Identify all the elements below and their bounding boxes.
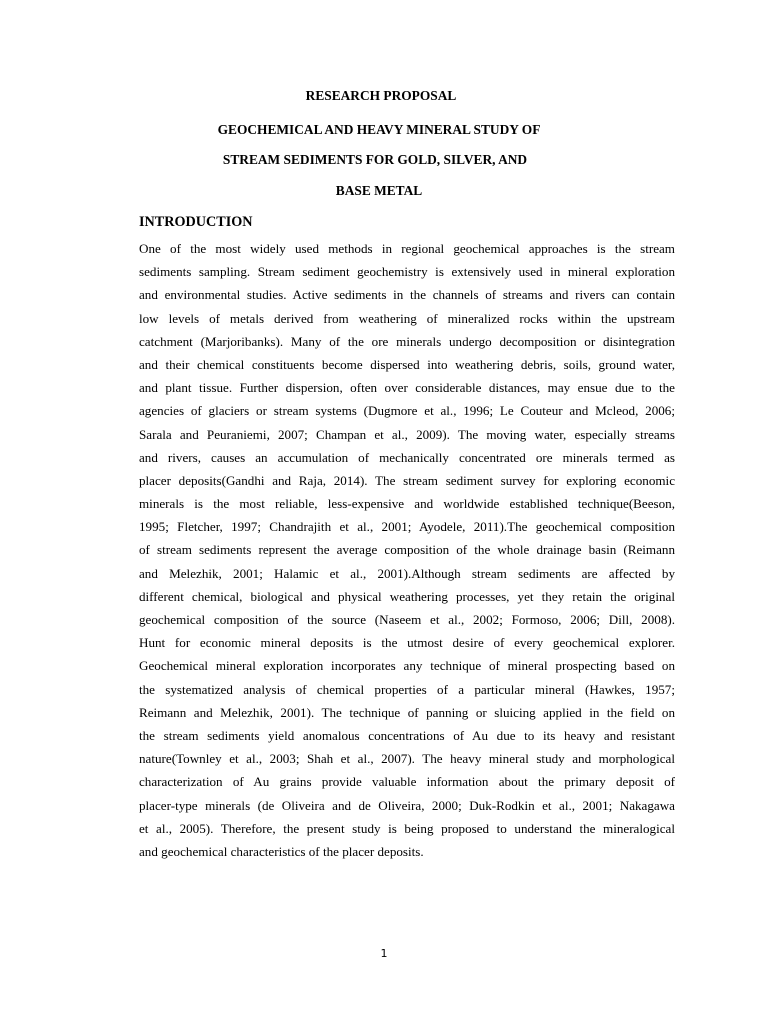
paragraph-line: and environmental studies. Active sediments in the channels of streams and rivers can contain — [139, 287, 675, 303]
paragraph-line: placer deposits(Gandhi and Raja, 2014). The stream sediment survey for exploring economic — [139, 472, 675, 488]
paragraph-line: Hunt for economic mineral deposits is the utmost desire of every geochemical explorer. — [139, 635, 675, 651]
paragraph-line: and geochemical characteristics of the placer deposits. — [139, 843, 424, 859]
paragraph-line: and rivers, causes an accumulation of mechanically concentrated ore minerals termed as — [139, 449, 675, 465]
paragraph-line: and their chemical constituents become dispersed into weathering debris, soils, ground water, — [139, 356, 675, 372]
paragraph-line: placer-type minerals (de Oliveira and de Oliveira, 2000; Duk-Rodkin et al., 2001; Nakagawa — [139, 797, 675, 813]
paragraph-line: characterization of Au grains provide valuable information about the primary deposit of — [139, 774, 675, 790]
paragraph-line: of stream sediments represent the average composition of the whole drainage basin (Reimann — [139, 542, 675, 558]
paragraph-line: et al., 2005). Therefore, the present study is being proposed to understand the mineralogical — [139, 820, 675, 836]
paragraph-line: Geochemical mineral exploration incorporates any technique of mineral prospecting based on — [139, 658, 675, 674]
section-heading-introduction: INTRODUCTION — [139, 214, 253, 230]
paragraph-line: and Melezhik, 2001; Halamic et al., 2001).Although stream sediments are affected by — [139, 565, 675, 581]
paragraph-line: 1995; Fletcher, 1997; Chandrajith et al., 2001; Ayodele, 2011).The geochemical composition — [139, 519, 675, 535]
paragraph-line: Sarala and Peuraniemi, 2007; Champan et al., 2009). The moving water, especially streams — [139, 426, 675, 442]
paragraph-line: the stream sediments yield anomalous concentrations of Au due to its heavy and resistant — [139, 727, 675, 743]
document-type-heading: RESEARCH PROPOSAL — [305, 88, 457, 103]
paragraph-line: the systematized analysis of chemical properties of a particular mineral (Hawkes, 1957; — [139, 681, 675, 697]
paragraph-line: One of the most widely used methods in regional geochemical approaches is the stream — [139, 241, 675, 256]
paragraph-line: nature(Townley et al., 2003; Shah et al., 2007). The heavy mineral study and morphological — [139, 751, 675, 767]
page-number: 1 — [380, 947, 388, 960]
paragraph-line: catchment (Marjoribanks). Many of the ore minerals undergo decomposition or disintegration — [139, 333, 675, 349]
paragraph-line: and plant tissue. Further dispersion, often over considerable distances, may ensue due to the — [139, 380, 675, 396]
paragraph-line: sediments sampling. Stream sediment geochemistry is extensively used in mineral exploration — [139, 264, 675, 280]
paragraph-line: minerals is the most reliable, less-expensive and worldwide established technique(Beeson, — [139, 496, 675, 512]
title-line-1: GEOCHEMICAL AND HEAVY MINERAL STUDY OF — [217, 122, 541, 137]
paragraph-line: low levels of metals derived from weathering of mineralized rocks within the upstream — [139, 310, 675, 326]
paragraph-line: different chemical, biological and physical weathering processes, yet they retain the original — [139, 588, 675, 604]
paragraph-line: Reimann and Melezhik, 2001). The technique of panning or sluicing applied in the field on — [139, 704, 675, 720]
introduction-paragraph — [139, 237, 675, 863]
paragraph-line: geochemical composition of the source (Naseem et al., 2002; Formoso, 2006; Dill, 2008). — [139, 612, 675, 627]
title-line-2: STREAM SEDIMENTS FOR GOLD, SILVER, AND — [222, 152, 528, 167]
paragraph-line: agencies of glaciers or stream systems (Dugmore et al., 1996; Le Couteur and Mcleod, 2006; — [139, 403, 675, 419]
title-line-3: BASE METAL — [335, 183, 423, 198]
